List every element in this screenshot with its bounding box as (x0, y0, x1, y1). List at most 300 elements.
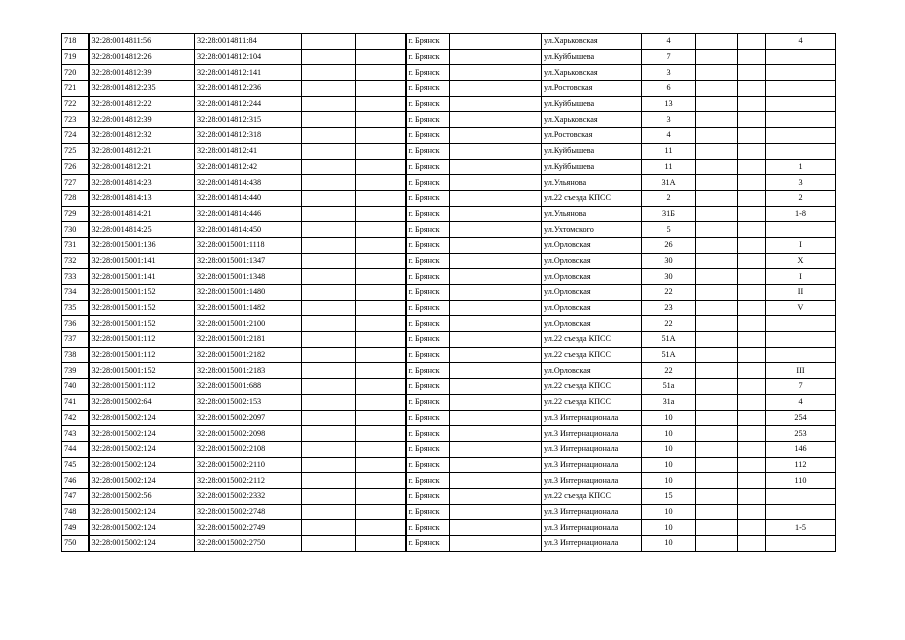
cell-city: г. Брянск (406, 159, 450, 175)
cell-blank-col-d (696, 81, 738, 97)
cell-blank-col-a (302, 347, 356, 363)
cell-blank-col-d (696, 49, 738, 65)
cell-blank-col-b (356, 488, 406, 504)
cell-blank-col-e (738, 488, 766, 504)
table-row (62, 347, 836, 363)
cell-apartment-number (766, 536, 836, 552)
table-row (62, 504, 836, 520)
cell-blank-col-c (450, 222, 542, 238)
cell-street: ул.3 Интернационала (542, 504, 642, 520)
cell-blank-col-a (302, 504, 356, 520)
cell-blank-col-c (450, 316, 542, 332)
cell-blank-col-c (450, 143, 542, 159)
cell-apartment-number: V (766, 300, 836, 316)
cell-blank-col-e (738, 96, 766, 112)
cell-blank-col-d (696, 143, 738, 159)
cell-apartment-number: 1-5 (766, 520, 836, 536)
cell-row-number: 748 (62, 504, 89, 520)
cell-blank-col-e (738, 363, 766, 379)
cell-city: г. Брянск (406, 34, 450, 50)
cell-blank-col-a (302, 441, 356, 457)
cell-apartment-number: I (766, 237, 836, 253)
cell-blank-col-b (356, 285, 406, 301)
cell-blank-col-d (696, 112, 738, 128)
cell-blank-col-c (450, 81, 542, 97)
cell-blank-col-b (356, 363, 406, 379)
cell-city: г. Брянск (406, 65, 450, 81)
cell-street: ул.Орловская (542, 300, 642, 316)
cell-row-number: 732 (62, 253, 89, 269)
cell-parcel-number: 32:28:0015001:112 (89, 379, 195, 395)
cell-apartment-number: 7 (766, 379, 836, 395)
cell-city: г. Брянск (406, 269, 450, 285)
cell-blank-col-e (738, 206, 766, 222)
cell-object-number: 32:28:0015002:2108 (195, 441, 302, 457)
table-row (62, 426, 836, 442)
cell-blank-col-b (356, 473, 406, 489)
cell-row-number: 750 (62, 536, 89, 552)
cell-row-number: 740 (62, 379, 89, 395)
cell-blank-col-e (738, 410, 766, 426)
table-row (62, 237, 836, 253)
cell-apartment-number (766, 49, 836, 65)
cell-city: г. Брянск (406, 316, 450, 332)
cell-street: ул.3 Интернационала (542, 410, 642, 426)
cell-blank-col-a (302, 253, 356, 269)
cell-house-number: 31Б (642, 206, 696, 222)
table-row (62, 457, 836, 473)
cell-blank-col-b (356, 504, 406, 520)
cell-apartment-number (766, 96, 836, 112)
table-row (62, 410, 836, 426)
cell-blank-col-b (356, 143, 406, 159)
cell-blank-col-c (450, 300, 542, 316)
cell-object-number: 32:28:0015002:2750 (195, 536, 302, 552)
cell-blank-col-b (356, 316, 406, 332)
cell-row-number: 722 (62, 96, 89, 112)
cell-blank-col-e (738, 143, 766, 159)
cell-parcel-number: 32:28:0014814:23 (89, 175, 195, 191)
cell-blank-col-e (738, 504, 766, 520)
cell-object-number: 32:28:0014812:41 (195, 143, 302, 159)
cell-blank-col-a (302, 394, 356, 410)
cell-blank-col-d (696, 316, 738, 332)
cell-row-number: 726 (62, 159, 89, 175)
cell-parcel-number: 32:28:0014814:21 (89, 206, 195, 222)
cell-city: г. Брянск (406, 237, 450, 253)
cell-street: ул.Ростовская (542, 128, 642, 144)
cell-apartment-number: 1 (766, 159, 836, 175)
cell-house-number: 22 (642, 285, 696, 301)
cell-parcel-number: 32:28:0015001:152 (89, 363, 195, 379)
cell-blank-col-b (356, 253, 406, 269)
cell-object-number: 32:28:0015001:688 (195, 379, 302, 395)
cell-blank-col-b (356, 34, 406, 50)
table-row (62, 363, 836, 379)
cell-blank-col-d (696, 473, 738, 489)
cell-blank-col-a (302, 175, 356, 191)
cell-apartment-number (766, 347, 836, 363)
cell-object-number: 32:28:0014814:450 (195, 222, 302, 238)
cell-blank-col-e (738, 379, 766, 395)
cell-house-number: 3 (642, 65, 696, 81)
cell-blank-col-b (356, 49, 406, 65)
cell-object-number: 32:28:0014812:315 (195, 112, 302, 128)
cell-street: ул.22 съезда КПСС (542, 394, 642, 410)
cell-blank-col-a (302, 269, 356, 285)
cell-house-number: 11 (642, 159, 696, 175)
cell-parcel-number: 32:28:0015002:124 (89, 457, 195, 473)
cell-apartment-number (766, 488, 836, 504)
table-row (62, 175, 836, 191)
cell-street: ул.Орловская (542, 285, 642, 301)
cell-blank-col-e (738, 49, 766, 65)
cell-house-number: 7 (642, 49, 696, 65)
cell-parcel-number: 32:28:0015001:136 (89, 237, 195, 253)
table-row (62, 65, 836, 81)
cell-row-number: 723 (62, 112, 89, 128)
cell-blank-col-c (450, 332, 542, 348)
cell-blank-col-a (302, 426, 356, 442)
cell-blank-col-e (738, 253, 766, 269)
cell-blank-col-d (696, 488, 738, 504)
cell-blank-col-c (450, 473, 542, 489)
cell-apartment-number: 253 (766, 426, 836, 442)
cell-object-number: 32:28:0015001:1482 (195, 300, 302, 316)
table-row (62, 190, 836, 206)
cell-apartment-number (766, 504, 836, 520)
cell-blank-col-e (738, 190, 766, 206)
property-table (61, 33, 836, 552)
cell-house-number: 10 (642, 520, 696, 536)
cell-blank-col-d (696, 363, 738, 379)
cell-blank-col-d (696, 441, 738, 457)
cell-street: ул.3 Интернационала (542, 426, 642, 442)
cell-blank-col-a (302, 536, 356, 552)
cell-city: г. Брянск (406, 128, 450, 144)
cell-blank-col-c (450, 253, 542, 269)
cell-blank-col-d (696, 253, 738, 269)
cell-blank-col-d (696, 536, 738, 552)
cell-city: г. Брянск (406, 253, 450, 269)
cell-object-number: 32:28:0015001:2181 (195, 332, 302, 348)
cell-blank-col-c (450, 175, 542, 191)
cell-apartment-number: 3 (766, 175, 836, 191)
cell-city: г. Брянск (406, 520, 450, 536)
cell-street: ул.Куйбышева (542, 96, 642, 112)
cell-blank-col-b (356, 222, 406, 238)
table-row (62, 128, 836, 144)
cell-house-number: 11 (642, 143, 696, 159)
cell-house-number: 23 (642, 300, 696, 316)
cell-blank-col-e (738, 285, 766, 301)
cell-apartment-number (766, 332, 836, 348)
cell-blank-col-b (356, 379, 406, 395)
cell-blank-col-e (738, 316, 766, 332)
cell-blank-col-a (302, 159, 356, 175)
cell-blank-col-d (696, 520, 738, 536)
cell-street: ул.Орловская (542, 269, 642, 285)
cell-city: г. Брянск (406, 143, 450, 159)
cell-row-number: 739 (62, 363, 89, 379)
cell-blank-col-c (450, 65, 542, 81)
cell-object-number: 32:28:0015001:2100 (195, 316, 302, 332)
cell-parcel-number: 32:28:0014812:39 (89, 65, 195, 81)
cell-apartment-number: 146 (766, 441, 836, 457)
table-row (62, 81, 836, 97)
cell-parcel-number: 32:28:0014812:235 (89, 81, 195, 97)
cell-blank-col-b (356, 175, 406, 191)
cell-city: г. Брянск (406, 300, 450, 316)
cell-house-number: 10 (642, 410, 696, 426)
cell-blank-col-b (356, 206, 406, 222)
cell-object-number: 32:28:0015001:1480 (195, 285, 302, 301)
cell-row-number: 724 (62, 128, 89, 144)
cell-blank-col-d (696, 128, 738, 144)
cell-house-number: 10 (642, 536, 696, 552)
cell-street: ул.22 съезда КПСС (542, 190, 642, 206)
cell-blank-col-d (696, 206, 738, 222)
cell-city: г. Брянск (406, 96, 450, 112)
cell-house-number: 51А (642, 332, 696, 348)
cell-object-number: 32:28:0015002:2112 (195, 473, 302, 489)
cell-row-number: 742 (62, 410, 89, 426)
cell-parcel-number: 32:28:0014812:21 (89, 143, 195, 159)
cell-object-number: 32:28:0014812:244 (195, 96, 302, 112)
cell-apartment-number: 1-8 (766, 206, 836, 222)
cell-object-number: 32:28:0015001:1118 (195, 237, 302, 253)
cell-row-number: 741 (62, 394, 89, 410)
cell-object-number: 32:28:0014814:438 (195, 175, 302, 191)
cell-parcel-number: 32:28:0014814:13 (89, 190, 195, 206)
cell-blank-col-b (356, 65, 406, 81)
cell-house-number: 10 (642, 426, 696, 442)
cell-city: г. Брянск (406, 363, 450, 379)
cell-parcel-number: 32:28:0015002:56 (89, 488, 195, 504)
cell-city: г. Брянск (406, 112, 450, 128)
cell-object-number: 32:28:0015001:1348 (195, 269, 302, 285)
cell-parcel-number: 32:28:0014812:32 (89, 128, 195, 144)
cell-row-number: 749 (62, 520, 89, 536)
cell-street: ул.Ростовская (542, 81, 642, 97)
cell-apartment-number: I (766, 269, 836, 285)
cell-blank-col-d (696, 237, 738, 253)
table-row (62, 520, 836, 536)
cell-parcel-number: 32:28:0015001:152 (89, 285, 195, 301)
cell-blank-col-c (450, 49, 542, 65)
cell-blank-col-d (696, 379, 738, 395)
cell-apartment-number: 110 (766, 473, 836, 489)
cell-parcel-number: 32:28:0015001:112 (89, 347, 195, 363)
cell-blank-col-e (738, 269, 766, 285)
cell-parcel-number: 32:28:0015001:152 (89, 300, 195, 316)
cell-blank-col-c (450, 347, 542, 363)
cell-house-number: 4 (642, 34, 696, 50)
cell-blank-col-e (738, 222, 766, 238)
cell-blank-col-b (356, 96, 406, 112)
cell-house-number: 10 (642, 473, 696, 489)
cell-blank-col-a (302, 222, 356, 238)
cell-street: ул.22 съезда КПСС (542, 347, 642, 363)
cell-street: ул.Харьковская (542, 34, 642, 50)
cell-parcel-number: 32:28:0015002:124 (89, 473, 195, 489)
cell-street: ул.Харьковская (542, 112, 642, 128)
cell-blank-col-e (738, 128, 766, 144)
cell-blank-col-e (738, 81, 766, 97)
table-row (62, 488, 836, 504)
cell-blank-col-d (696, 222, 738, 238)
cell-blank-col-e (738, 394, 766, 410)
cell-city: г. Брянск (406, 285, 450, 301)
cell-parcel-number: 32:28:0014814:25 (89, 222, 195, 238)
cell-blank-col-b (356, 410, 406, 426)
cell-blank-col-e (738, 426, 766, 442)
cell-blank-col-d (696, 96, 738, 112)
cell-blank-col-b (356, 520, 406, 536)
cell-street: ул.Куйбышева (542, 159, 642, 175)
cell-blank-col-d (696, 504, 738, 520)
cell-parcel-number: 32:28:0015002:124 (89, 536, 195, 552)
cell-blank-col-e (738, 441, 766, 457)
table-row (62, 300, 836, 316)
cell-object-number: 32:28:0014812:141 (195, 65, 302, 81)
table-row (62, 473, 836, 489)
cell-row-number: 736 (62, 316, 89, 332)
cell-blank-col-a (302, 34, 356, 50)
cell-city: г. Брянск (406, 206, 450, 222)
table-row (62, 34, 836, 50)
cell-parcel-number: 32:28:0015001:141 (89, 253, 195, 269)
cell-blank-col-c (450, 269, 542, 285)
cell-blank-col-c (450, 379, 542, 395)
cell-object-number: 32:28:0015002:2098 (195, 426, 302, 442)
cell-blank-col-e (738, 300, 766, 316)
cell-street: ул.22 съезда КПСС (542, 379, 642, 395)
cell-street: ул.Орловская (542, 237, 642, 253)
cell-blank-col-d (696, 190, 738, 206)
cell-blank-col-b (356, 128, 406, 144)
cell-house-number: 5 (642, 222, 696, 238)
cell-row-number: 718 (62, 34, 89, 50)
cell-blank-col-c (450, 441, 542, 457)
cell-object-number: 32:28:0014812:318 (195, 128, 302, 144)
cell-parcel-number: 32:28:0015002:124 (89, 504, 195, 520)
cell-blank-col-b (356, 457, 406, 473)
cell-city: г. Брянск (406, 473, 450, 489)
cell-object-number: 32:28:0015002:153 (195, 394, 302, 410)
cell-apartment-number (766, 112, 836, 128)
cell-blank-col-b (356, 536, 406, 552)
cell-row-number: 728 (62, 190, 89, 206)
cell-blank-col-c (450, 520, 542, 536)
cell-blank-col-b (356, 441, 406, 457)
cell-row-number: 745 (62, 457, 89, 473)
cell-city: г. Брянск (406, 222, 450, 238)
cell-blank-col-b (356, 269, 406, 285)
cell-parcel-number: 32:28:0015001:112 (89, 332, 195, 348)
cell-parcel-number: 32:28:0014811:56 (89, 34, 195, 50)
cell-blank-col-a (302, 363, 356, 379)
cell-row-number: 735 (62, 300, 89, 316)
cell-blank-col-a (302, 488, 356, 504)
cell-row-number: 743 (62, 426, 89, 442)
cell-city: г. Брянск (406, 347, 450, 363)
cell-blank-col-c (450, 128, 542, 144)
cell-row-number: 721 (62, 81, 89, 97)
cell-blank-col-e (738, 520, 766, 536)
table-row (62, 536, 836, 552)
cell-blank-col-a (302, 190, 356, 206)
cell-blank-col-d (696, 300, 738, 316)
cell-parcel-number: 32:28:0015001:152 (89, 316, 195, 332)
cell-object-number: 32:28:0015001:2183 (195, 363, 302, 379)
cell-blank-col-a (302, 81, 356, 97)
cell-blank-col-d (696, 159, 738, 175)
cell-object-number: 32:28:0015002:2110 (195, 457, 302, 473)
table-row (62, 316, 836, 332)
cell-blank-col-a (302, 457, 356, 473)
cell-row-number: 729 (62, 206, 89, 222)
cell-blank-col-a (302, 520, 356, 536)
cell-street: ул.3 Интернационала (542, 536, 642, 552)
cell-blank-col-e (738, 175, 766, 191)
cell-blank-col-a (302, 379, 356, 395)
cell-parcel-number: 32:28:0015002:124 (89, 441, 195, 457)
cell-apartment-number: 112 (766, 457, 836, 473)
cell-house-number: 13 (642, 96, 696, 112)
cell-city: г. Брянск (406, 81, 450, 97)
cell-house-number: 31А (642, 175, 696, 191)
cell-blank-col-c (450, 457, 542, 473)
cell-house-number: 10 (642, 441, 696, 457)
cell-house-number: 26 (642, 237, 696, 253)
cell-blank-col-a (302, 332, 356, 348)
cell-street: ул.3 Интернационала (542, 441, 642, 457)
cell-street: ул.Ульянова (542, 175, 642, 191)
table-row (62, 441, 836, 457)
table-row (62, 96, 836, 112)
cell-apartment-number (766, 128, 836, 144)
cell-house-number: 4 (642, 128, 696, 144)
cell-blank-col-d (696, 410, 738, 426)
cell-blank-col-c (450, 363, 542, 379)
cell-blank-col-a (302, 65, 356, 81)
cell-blank-col-e (738, 237, 766, 253)
cell-parcel-number: 32:28:0015002:64 (89, 394, 195, 410)
table-row (62, 379, 836, 395)
cell-apartment-number (766, 143, 836, 159)
cell-parcel-number: 32:28:0015002:124 (89, 520, 195, 536)
cell-row-number: 746 (62, 473, 89, 489)
cell-house-number: 22 (642, 363, 696, 379)
table-row (62, 394, 836, 410)
cell-blank-col-e (738, 65, 766, 81)
cell-row-number: 737 (62, 332, 89, 348)
cell-house-number: 2 (642, 190, 696, 206)
cell-blank-col-c (450, 488, 542, 504)
cell-city: г. Брянск (406, 332, 450, 348)
cell-blank-col-b (356, 81, 406, 97)
cell-blank-col-c (450, 96, 542, 112)
cell-apartment-number: III (766, 363, 836, 379)
cell-house-number: 10 (642, 457, 696, 473)
cell-city: г. Брянск (406, 536, 450, 552)
cell-object-number: 32:28:0014812:42 (195, 159, 302, 175)
cell-apartment-number (766, 65, 836, 81)
cell-street: ул.Куйбышева (542, 49, 642, 65)
cell-parcel-number: 32:28:0014812:39 (89, 112, 195, 128)
cell-street: ул.Орловская (542, 253, 642, 269)
